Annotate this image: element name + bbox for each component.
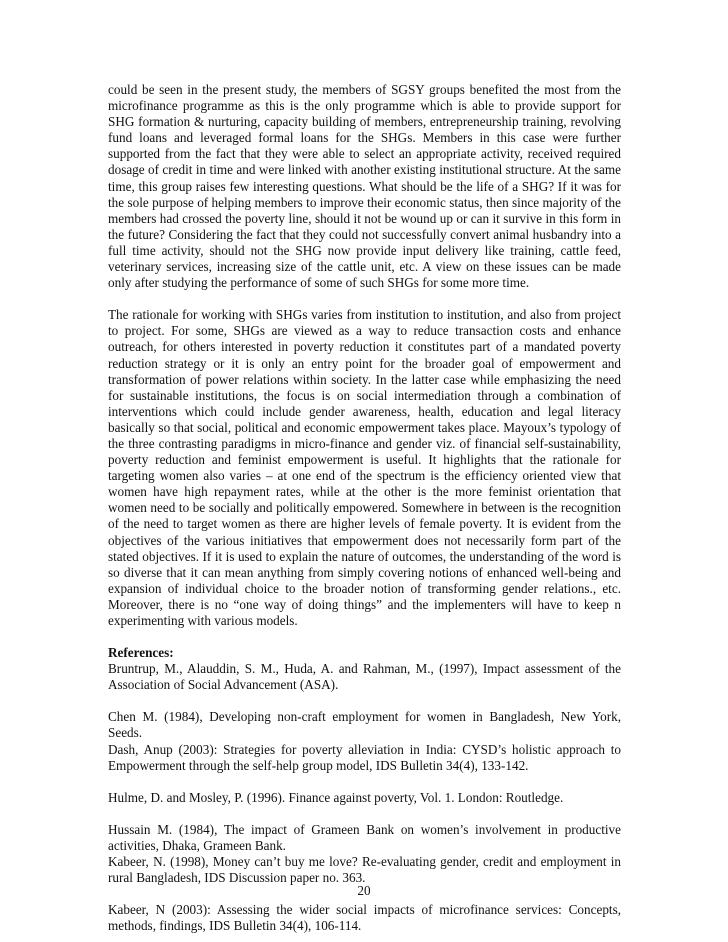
paragraph-gap (108, 291, 621, 307)
body-paragraph-2: The rationale for working with SHGs varies from institution to institution, and also from project to project. For some, SHGs are viewed as a way to reduce transaction costs and enhance outreach, for others interested in poverty reduction it constitutes part of a mandated poverty reduction strategy or it is only an entry point for the broader goal of empowerment and transformation of power relations within society. In the latter case while emphasizing the need for sustainable institutions, the focus is on social intermediation through a combination of interventions which could include gender awareness, health, education and legal literacy basically so that social, political and economic empowerment takes place. Mayoux’s typology of the three contrasting paradigms in micro-finance and gender viz. of financial self-sustainability, poverty reduction and feminist empowerment is useful. It highlights that the rationale for targeting women also varies – at one end of the spectrum is the efficiency oriented view that women have high repayment rates, while at the other is the more feminist orientation that women need to be socially and politically empowered. Somewhere in between is the recognition of the need to target women as there are higher levels of female poverty. It is evident from the objectives of the various initiatives that empowerment does not necessarily form part of the stated objectives. If it is used to explain the nature of outcomes, the understanding of the word is so diverse that it can mean anything from simply covering notions of enhanced well-being and expansion of individual choice to the broader notion of transforming gender relations., etc. Moreover, there is no “one way of doing things” and the implementers will have to keep n experimenting with various models. (108, 307, 621, 628)
reference-item: Kabeer, N. (1998), Money can’t buy me love? Re-evaluating gender, credit and employment in rural Bangladesh, IDS Discussion paper no. 363. (108, 854, 621, 886)
reference-item: Dash, Anup (2003): Strategies for poverty alleviation in India: CYSD’s holistic approach to Empowerment through the self-help group model, IDS Bulletin 34(4), 133-142. (108, 741, 621, 773)
references-heading: References: (108, 645, 174, 661)
reference-gap (108, 774, 621, 790)
reference-item: Bruntrup, M., Alauddin, S. M., Huda, A. and Rahman, M., (1997), Impact assessment of the Association of Social Advancement (ASA). (108, 661, 621, 693)
paragraph-gap (108, 629, 621, 645)
body-paragraph-1: could be seen in the present study, the members of SGSY groups benefited the most from the microfinance programme as this is the only programme which is able to provide support for SHG formation & nurturing, capacity building of members, entrepreneurship training, revolving fund loans and leveraged formal loans for the SHGs. Members in this case were further supported from the fact that they were able to select an appropriate activity, received required dosage of credit in time and were linked with another existing institutional structure. At the same time, this group raises few interesting questions. What should be the life of a SHG? If it was for the sole purpose of helping members to improve their economic status, then since majority of the members had crossed the poverty line, should it not be wound up or can it survive in this form in the future? Considering the fact that they could not successfully convert animal husbandry into a full time activity, should not the SHG now provide input delivery like training, cattle feed, veterinary services, increasing size of the cattle unit, etc. A view on these issues can be made only after studying the performance of some of such SHGs for some more time. (108, 82, 621, 291)
document-page (108, 82, 621, 934)
reference-item: Kabeer, N (2003): Assessing the wider social impacts of microfinance services: Concepts, methods, findings, IDS Bulletin 34(4), 106-114. (108, 902, 621, 934)
page-number: 20 (357, 883, 371, 898)
reference-gap (108, 693, 621, 709)
reference-gap (108, 806, 621, 822)
reference-item: Hulme, D. and Mosley, P. (1996). Finance against poverty, Vol. 1. London: Routledge. (108, 789, 564, 805)
reference-item: Hussain M. (1984), The impact of Grameen Bank on women’s involvement in productive activities, Dhaka, Grameen Bank. (108, 821, 621, 853)
reference-item: Chen M. (1984), Developing non-craft employment for women in Bangladesh, New York, Seeds. (108, 709, 621, 741)
